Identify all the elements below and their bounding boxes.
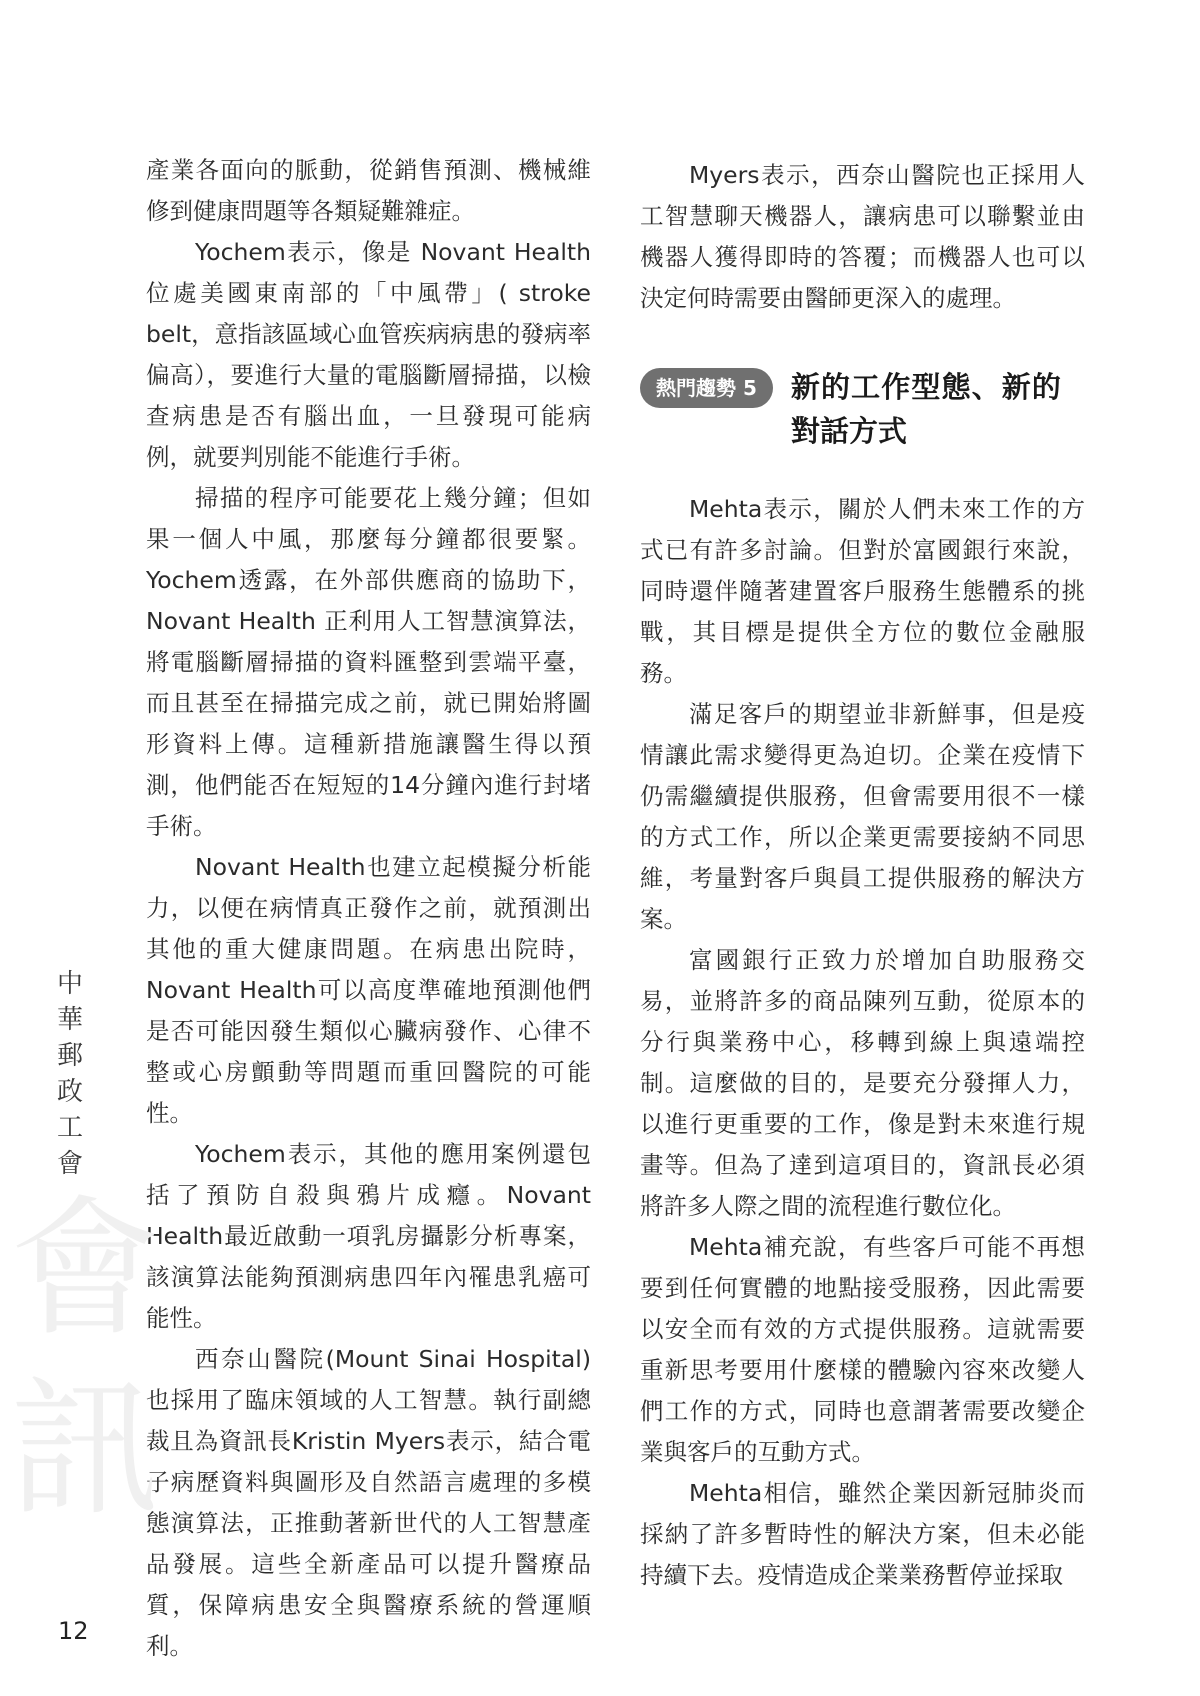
paragraph: 西奈山醫院(Mount Sinai Hospital)也採用了臨床領域的人工智慧。執行副總裁且為資訊長Kristin Myers表示，結合電子病歷資料與圖形及自然語言處理的多模態演算法，正推動著新世代的人工智慧產品發展。這些全新產品可以提升醫療品質，保障病患安全與醫療系統的營運順利。 — [146, 1345, 591, 1660]
page-number: 12 — [58, 1617, 89, 1645]
trend-badge: 熱門趨勢 5 — [640, 368, 773, 408]
union-name-char: 工 — [56, 1113, 83, 1143]
paragraph: Mehta表示，關於人們未來工作的方式已有許多討論。但對於富國銀行來說，同時還伴隨著建置客戶服務生態體系的挑戰，其目標是提供全方位的數位金融服務。 — [640, 495, 1085, 687]
right-text-column — [640, 155, 1085, 1596]
union-name-char: 會 — [56, 1149, 83, 1179]
paragraph: Yochem表示，其他的應用案例還包括了預防自殺與鴉片成癮。Novant Health最近啟動一項乳房攝影分析專案，該演算法能夠預測病患四年內罹患乳癌可能性。 — [146, 1140, 591, 1332]
union-name-char: 中 — [56, 969, 83, 999]
paragraph: Novant Health也建立起模擬分析能力，以便在病情真正發作之前，就預測出其他的重大健康問題。在病患出院時，Novant Health可以高度準確地預測他們是否可能因發生類似心臟病發作、心律不整或心房顫動等問題而重回醫院的可能性。 — [146, 853, 591, 1127]
paragraph: Mehta相信，雖然企業因新冠肺炎而採納了許多暫時性的解決方案，但未必能持續下去。疫情造成企業業務暫停並採取 — [640, 1479, 1085, 1589]
paragraph: 掃描的程序可能要花上幾分鐘；但如果一個人中風，那麼每分鐘都很要緊。Yochem透露，在外部供應商的協助下，Novant Health 正利用人工智慧演算法，將電腦斷層掃描的資料匯整到雲端平臺，而且甚至在掃描完成之前，就已開始將圖形資料上傳。這種新措施讓醫生得以預測，他們能否在短短的14分鐘內進行封堵手術。 — [146, 484, 591, 840]
paragraph: 產業各面向的脈動，從銷售預測、機械維修到健康問題等各類疑難雜症。 — [146, 156, 591, 225]
paragraph: 富國銀行正致力於增加自助服務交易，並將許多的商品陳列互動，從原本的分行與業務中心，移轉到線上與遠端控制。這麼做的目的，是要充分發揮人力，以進行更重要的工作，像是對未來進行規畫等。但為了達到這項目的，資訊長必須將許多人際之間的流程進行數位化。 — [640, 946, 1085, 1220]
paragraph: Myers表示，西奈山醫院也正採用人工智慧聊天機器人，讓病患可以聯繫並由機器人獲得即時的答覆；而機器人也可以決定何時需要由醫師更深入的處理。 — [640, 161, 1085, 312]
section-title: 新的工作型態、新的對話方式 — [790, 370, 1061, 448]
union-name-char: 政 — [56, 1077, 83, 1107]
paragraph: Yochem表示，像是 Novant Health位處美國東南部的「中風帶」( stroke belt，意指該區域心血管疾病病患的發病率偏高），要進行大量的電腦斷層掃描，以檢查病患是否有腦出血，一旦發現可能病例，就要判別能不能進行手術。 — [146, 238, 591, 471]
section-heading — [640, 365, 1085, 453]
watermark-char: 訊 — [10, 1363, 161, 1537]
union-name-char: 華 — [56, 1005, 83, 1035]
paragraph: 滿足客戶的期望並非新鮮事，但是疫情讓此需求變得更為迫切。企業在疫情下仍需繼續提供服務，但會需要用很不一樣的方式工作，所以企業更需要接納不同思維，考量對客戶與員工提供服務的解決方案。 — [640, 700, 1085, 933]
paragraph: Mehta補充說，有些客戶可能不再想要到任何實體的地點接受服務，因此需要以安全而有效的方式提供服務。這就需要重新思考要用什麼樣的體驗內容來改變人們工作的方式，同時也意謂著需要改變企業與客戶的互動方式。 — [640, 1233, 1085, 1466]
left-text-column — [146, 150, 591, 1667]
watermark-char: 會 — [10, 1183, 161, 1357]
union-name-vertical — [52, 966, 88, 1182]
watermark-calligraphy — [0, 1180, 161, 1540]
union-name-char: 郵 — [56, 1041, 83, 1071]
